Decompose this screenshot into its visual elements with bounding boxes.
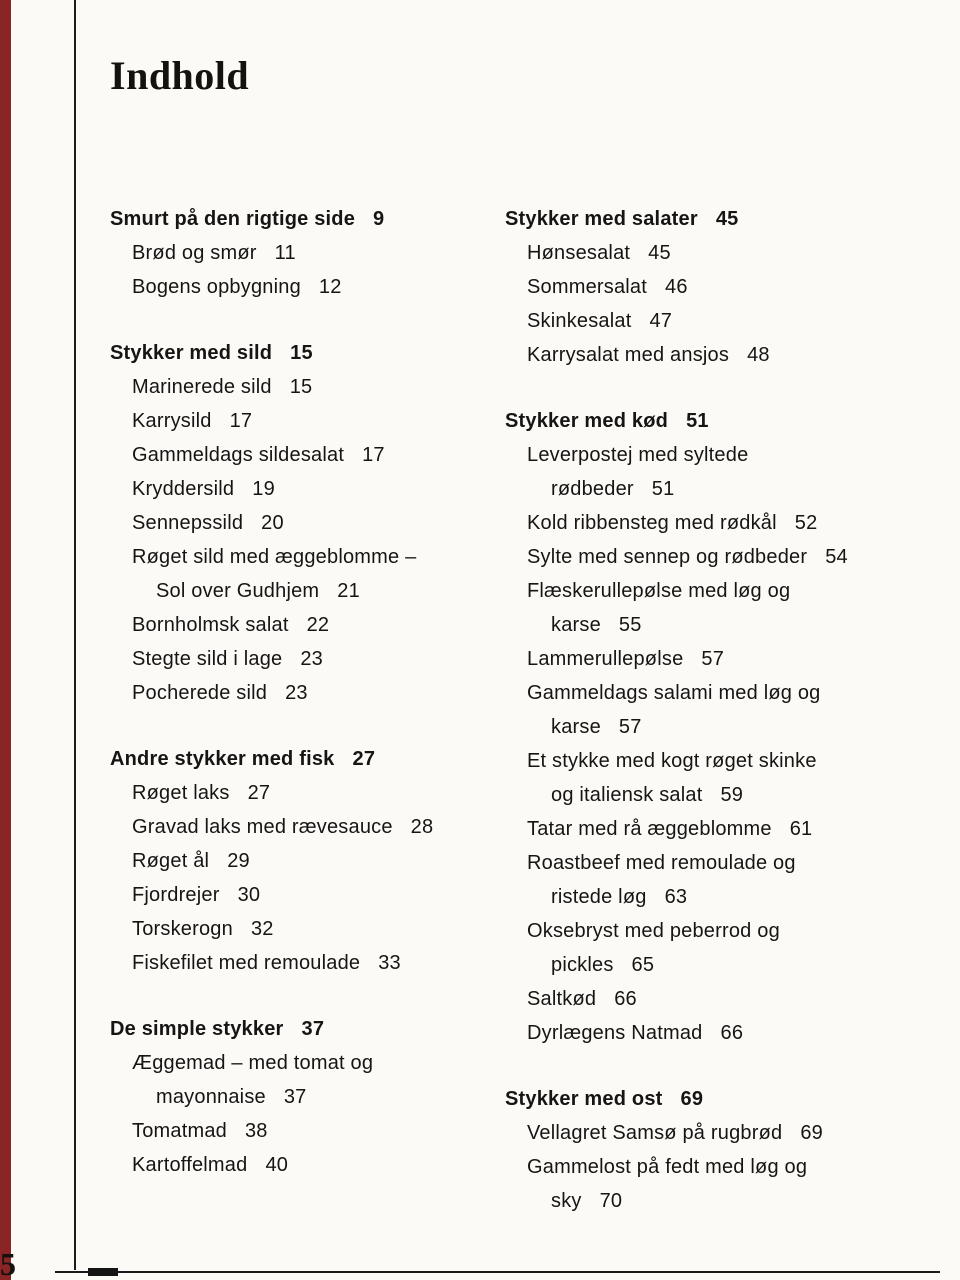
section-title: Andre stykker med fisk — [110, 748, 335, 770]
entry-page-number: 59 — [720, 784, 744, 806]
entry-title: Oksebryst med peberrod og — [527, 920, 780, 942]
toc-section-header — [505, 404, 925, 438]
entry-page-number: 9 — [373, 208, 385, 230]
entry-page-number: 27 — [247, 782, 271, 804]
toc-entry-line — [110, 540, 480, 574]
entry-title: karse — [551, 716, 601, 738]
toc-column-left — [110, 202, 480, 1182]
toc-entry-line — [505, 270, 925, 304]
entry-page-number: 45 — [715, 208, 739, 230]
toc-entry-line — [505, 472, 925, 506]
entry-page-number: 21 — [337, 580, 360, 602]
entry-title: mayonnaise — [156, 1086, 266, 1108]
footer-tick — [88, 1268, 118, 1276]
toc-section — [110, 1012, 480, 1182]
toc-entry-line — [110, 1148, 480, 1182]
toc-entry-line — [505, 236, 925, 270]
toc-entry-line — [505, 304, 925, 338]
toc-entry-line — [110, 946, 480, 980]
entry-title: Pocherede sild — [132, 682, 268, 704]
toc-entry-line — [505, 1016, 925, 1050]
toc-section-header — [110, 1012, 480, 1046]
entry-title: Røget sild med æggeblomme – — [132, 546, 417, 568]
entry-title: Dyrlægens Natmad — [527, 1022, 703, 1044]
entry-page-number: 11 — [274, 242, 296, 264]
entry-page-number: 32 — [250, 918, 274, 940]
entry-page-number: 66 — [720, 1022, 744, 1044]
entry-title: Gammelost på fedt med løg og — [527, 1156, 808, 1178]
toc-entry-line — [110, 776, 480, 810]
toc-entry-line — [505, 1150, 925, 1184]
entry-title: Tatar med rå æggeblomme — [527, 818, 772, 840]
entry-title: Sylte med sennep og rødbeder — [527, 546, 808, 568]
toc-entry-line — [505, 812, 925, 846]
entry-title: Marinerede sild — [132, 376, 272, 398]
entry-page-number: 37 — [301, 1018, 325, 1040]
entry-page-number: 52 — [794, 512, 818, 534]
entry-title: Sennepssild — [132, 512, 244, 534]
entry-title: og italiensk salat — [551, 784, 703, 806]
section-title: Stykker med kød — [505, 410, 669, 432]
toc-entry-line — [505, 506, 925, 540]
entry-title: Hønsesalat — [527, 242, 631, 264]
entry-title: Stegte sild i lage — [132, 648, 283, 670]
entry-title: Et stykke med kogt røget skinke — [527, 750, 817, 772]
toc-entry-line — [110, 642, 480, 676]
toc-section — [110, 336, 480, 710]
entry-page-number: 55 — [618, 614, 642, 636]
toc-entry-line — [505, 540, 925, 574]
entry-page-number: 51 — [686, 410, 709, 432]
entry-page-number: 65 — [631, 954, 655, 976]
toc-entry-line — [505, 608, 925, 642]
entry-page-number: 69 — [680, 1088, 704, 1110]
entry-title: sky — [551, 1190, 582, 1212]
toc-entry-line — [505, 948, 925, 982]
entry-title: ristede løg — [551, 886, 647, 908]
entry-page-number: 38 — [244, 1120, 268, 1142]
page-title: Indhold — [110, 53, 250, 98]
entry-title: Røget laks — [132, 782, 230, 804]
toc-entry-line — [110, 878, 480, 912]
entry-title: Sommersalat — [527, 276, 648, 298]
entry-page-number: 57 — [618, 716, 642, 738]
entry-page-number: 28 — [410, 816, 434, 838]
toc-entry-line — [110, 810, 480, 844]
toc-entry-line — [110, 404, 480, 438]
entry-title: Kryddersild — [132, 478, 235, 500]
toc-entry-line — [110, 472, 480, 506]
toc-entry-line — [110, 912, 480, 946]
entry-title: Kartoffelmad — [132, 1154, 248, 1176]
entry-page-number: 19 — [252, 478, 275, 500]
toc-entry-line — [505, 982, 925, 1016]
footer-page-number: 5 — [0, 1246, 16, 1280]
toc-entry-line — [110, 438, 480, 472]
toc-entry-line — [505, 880, 925, 914]
entry-page-number: 48 — [747, 344, 770, 366]
toc-entry-line — [505, 914, 925, 948]
entry-title: Gammeldags salami med løg og — [527, 682, 821, 704]
toc-entry-line — [110, 1046, 480, 1080]
entry-page-number: 51 — [651, 478, 675, 500]
toc-column-right — [505, 202, 925, 1218]
entry-page-number: 33 — [378, 952, 401, 974]
toc-entry-line — [110, 608, 480, 642]
toc-entry-line — [505, 676, 925, 710]
entry-page-number: 27 — [352, 748, 376, 770]
section-title: De simple stykker — [110, 1018, 284, 1040]
entry-page-number: 37 — [283, 1086, 307, 1108]
entry-page-number: 20 — [261, 512, 284, 534]
entry-title: Torskerogn — [132, 918, 233, 940]
toc-entry-line — [110, 844, 480, 878]
entry-page-number: 30 — [237, 884, 261, 906]
toc-entry-line — [110, 236, 480, 270]
toc-entry-line — [505, 574, 925, 608]
entry-title: Gravad laks med rævesauce — [132, 816, 393, 838]
entry-title: Brød og smør — [132, 242, 257, 264]
entry-page-number: 23 — [300, 648, 324, 670]
toc-entry-line — [110, 676, 480, 710]
entry-title: Karrysalat med ansjos — [527, 344, 730, 366]
entry-page-number: 70 — [599, 1190, 623, 1212]
entry-page-number: 17 — [229, 410, 253, 432]
toc-entry-line — [505, 438, 925, 472]
section-title: Stykker med salater — [505, 208, 698, 230]
section-title: Stykker med ost — [505, 1088, 663, 1110]
toc-entry-line — [110, 1080, 480, 1114]
entry-title: Æggemad – med tomat og — [132, 1052, 374, 1074]
toc-entry-line — [110, 1114, 480, 1148]
section-title: Smurt på den rigtige side — [110, 208, 356, 230]
entry-title: rødbeder — [551, 478, 634, 500]
toc-section — [110, 202, 480, 304]
entry-page-number: 57 — [701, 648, 725, 670]
entry-title: Fjordrejer — [132, 884, 220, 906]
toc-entry-line — [110, 370, 480, 404]
toc-entry-line — [505, 744, 925, 778]
toc-section — [505, 202, 925, 372]
toc-section-header — [110, 742, 480, 776]
entry-page-number: 45 — [648, 242, 671, 264]
entry-page-number: 66 — [614, 988, 637, 1010]
entry-title: Kold ribbensteg med rødkål — [527, 512, 777, 534]
entry-title: pickles — [551, 954, 614, 976]
entry-title: Bornholmsk salat — [132, 614, 289, 636]
entry-page-number: 15 — [289, 376, 313, 398]
section-title: Stykker med sild — [110, 342, 273, 364]
toc-section-header — [110, 202, 480, 236]
toc-entry-line — [505, 642, 925, 676]
entry-title: Skinkesalat — [527, 310, 632, 332]
toc-entry-line — [505, 710, 925, 744]
entry-page-number: 22 — [306, 614, 330, 636]
entry-title: karse — [551, 614, 601, 636]
entry-title: Roastbeef med remoulade og — [527, 852, 796, 874]
footer-rule — [55, 1271, 940, 1273]
entry-title: Saltkød — [527, 988, 597, 1010]
entry-title: Røget ål — [132, 850, 210, 872]
entry-title: Lammerullepølse — [527, 648, 684, 670]
toc-section — [505, 1082, 925, 1218]
toc-section-header — [110, 336, 480, 370]
entry-page-number: 40 — [265, 1154, 289, 1176]
book-edge-strip — [0, 0, 11, 1280]
entry-title: Flæskerullepølse med løg og — [527, 580, 791, 602]
entry-page-number: 61 — [789, 818, 813, 840]
entry-page-number: 17 — [362, 444, 385, 466]
entry-page-number: 46 — [665, 276, 688, 298]
entry-title: Leverpostej med syltede — [527, 444, 749, 466]
entry-page-number: 12 — [318, 276, 342, 298]
toc-entry-line — [110, 506, 480, 540]
entry-page-number: 15 — [290, 342, 313, 364]
toc-entry-line — [505, 1184, 925, 1218]
toc-section-header — [505, 202, 925, 236]
toc-section — [505, 404, 925, 1050]
entry-title: Sol over Gudhjem — [156, 580, 320, 602]
toc-entry-line — [110, 270, 480, 304]
entry-title: Tomatmad — [132, 1120, 227, 1142]
toc-section — [110, 742, 480, 980]
entry-page-number: 47 — [649, 310, 673, 332]
toc-entry-line — [505, 1116, 925, 1150]
entry-title: Bogens opbygning — [132, 276, 301, 298]
toc-entry-line — [505, 778, 925, 812]
entry-page-number: 54 — [825, 546, 848, 568]
toc-entry-line — [505, 846, 925, 880]
entry-page-number: 69 — [800, 1122, 823, 1144]
toc-entry-line — [505, 338, 925, 372]
entry-title: Fiskefilet med remoulade — [132, 952, 361, 974]
page-edge-line — [74, 0, 76, 1270]
entry-page-number: 29 — [227, 850, 250, 872]
toc-entry-line — [110, 574, 480, 608]
entry-page-number: 23 — [285, 682, 308, 704]
entry-title: Gammeldags sildesalat — [132, 444, 345, 466]
toc-section-header — [505, 1082, 925, 1116]
entry-title: Karrysild — [132, 410, 212, 432]
entry-title: Vellagret Samsø på rugbrød — [527, 1122, 783, 1144]
entry-page-number: 63 — [664, 886, 688, 908]
